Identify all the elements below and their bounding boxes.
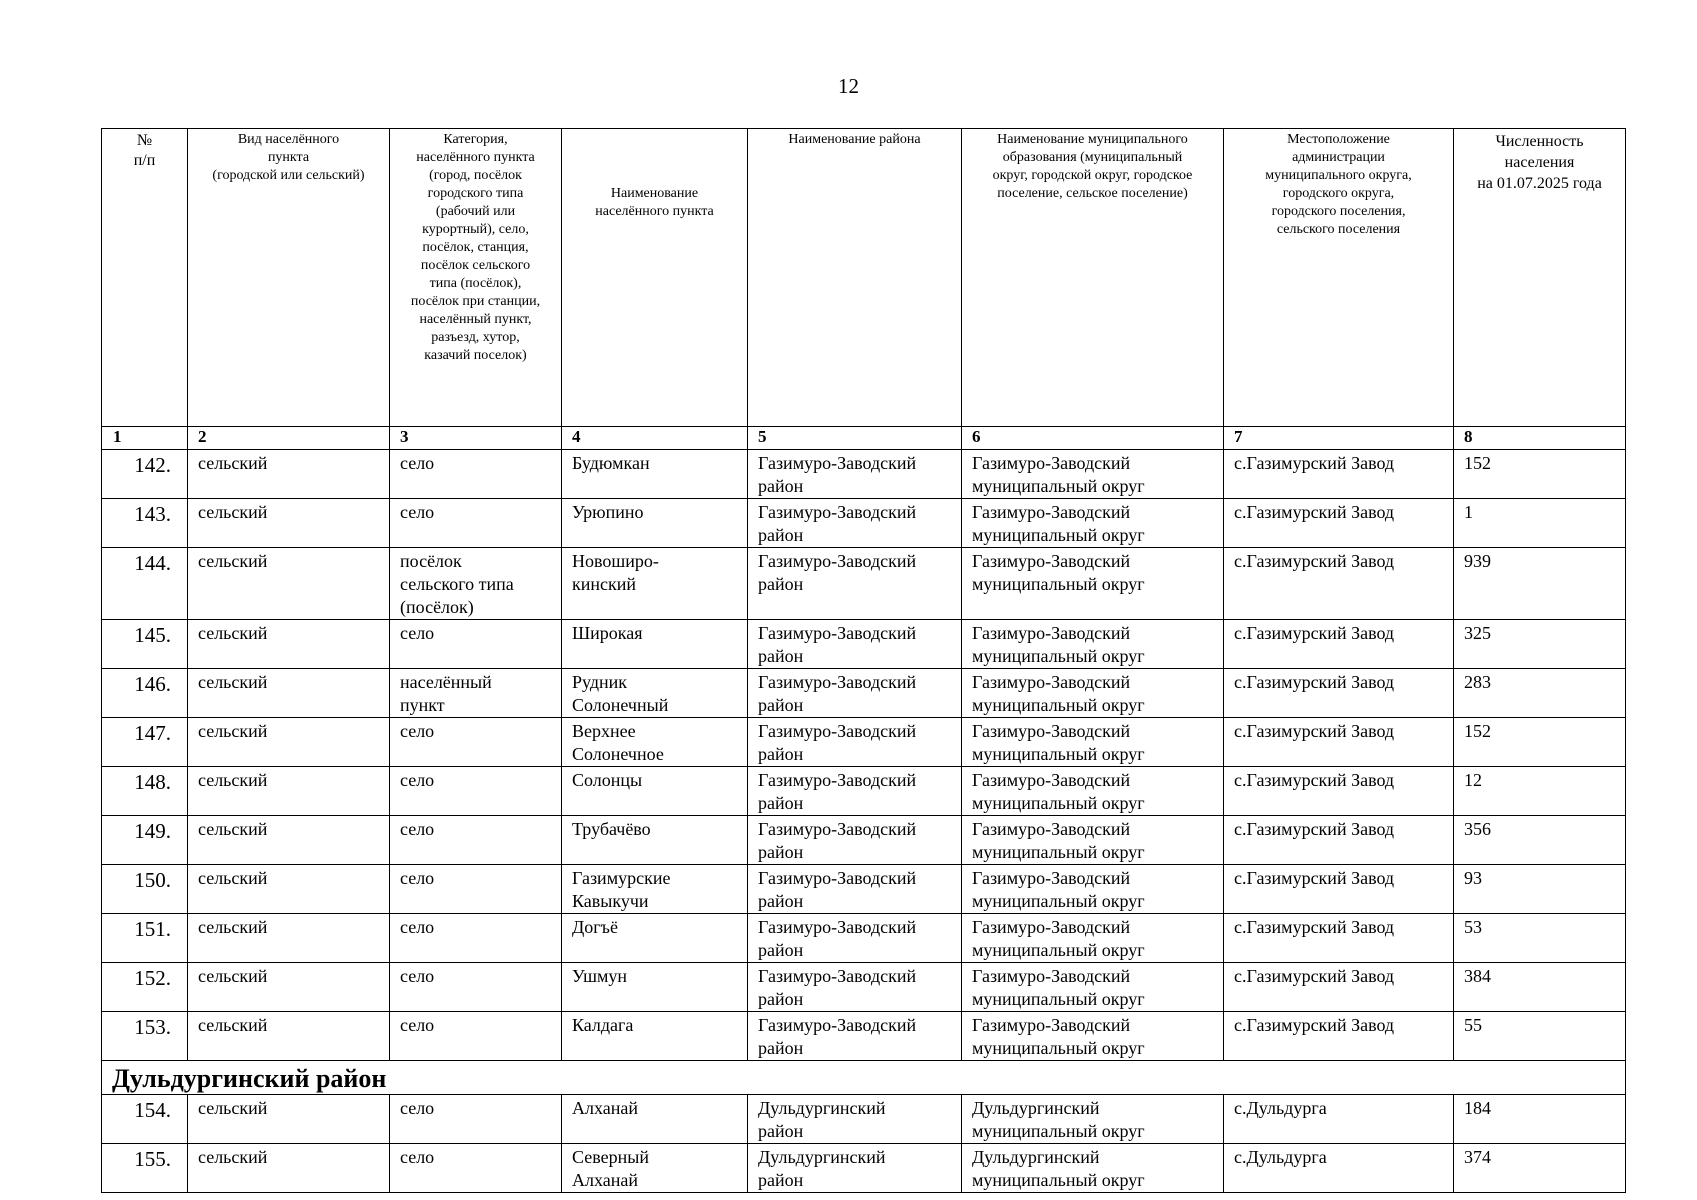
population-cell: 325 (1454, 620, 1626, 669)
table-row (102, 767, 1626, 816)
admin-location-cell: с.Газимурский Завод (1224, 499, 1454, 548)
settlement-category-cell: село (390, 1095, 562, 1144)
admin-location-cell: с.Газимурский Завод (1224, 767, 1454, 816)
settlement-type-cell: сельский (188, 767, 390, 816)
district-cell: Газимуро-Заводский район (748, 669, 962, 718)
header-row (102, 129, 1626, 427)
column-number-cell: 2 (188, 427, 390, 450)
population-cell: 93 (1454, 865, 1626, 914)
municipality-cell: Газимуро-Заводский муниципальный округ (962, 620, 1224, 669)
settlement-type-cell: сельский (188, 1144, 390, 1193)
settlement-category-cell: населённый пункт (390, 669, 562, 718)
district-cell: Газимуро-Заводский район (748, 450, 962, 499)
settlement-type-cell: сельский (188, 963, 390, 1012)
district-cell: Дульдургинский район (748, 1144, 962, 1193)
population-cell: 184 (1454, 1095, 1626, 1144)
table-row (102, 816, 1626, 865)
table-row (102, 669, 1626, 718)
district-cell: Газимуро-Заводский район (748, 1012, 962, 1061)
admin-location-cell: с.Дульдурга (1224, 1144, 1454, 1193)
settlement-category-cell: село (390, 963, 562, 1012)
settlement-name-cell: Догъё (562, 914, 748, 963)
admin-location-cell: с.Газимурский Завод (1224, 865, 1454, 914)
admin-location-cell: с.Газимурский Завод (1224, 963, 1454, 1012)
municipality-cell: Газимуро-Заводский муниципальный округ (962, 963, 1224, 1012)
population-cell: 384 (1454, 963, 1626, 1012)
settlement-type-cell: сельский (188, 450, 390, 499)
header-cell-category: Категория, населённого пункта (город, посёлок городского типа (рабочий или курортный), село, посёлок, станция, посёлок сельского типа (посёлок), посёлок при станции, населённый пункт, разъезд, хутор, казачий поселок) (390, 129, 562, 427)
row-number-cell: 147. (102, 718, 188, 767)
row-number-cell: 154. (102, 1095, 188, 1144)
district-cell: Газимуро-Заводский район (748, 914, 962, 963)
table-row (102, 865, 1626, 914)
header-cell-number: № п/п (102, 129, 188, 427)
population-cell: 152 (1454, 450, 1626, 499)
municipality-cell: Газимуро-Заводский муниципальный округ (962, 816, 1224, 865)
municipality-cell: Газимуро-Заводский муниципальный округ (962, 450, 1224, 499)
population-cell: 356 (1454, 816, 1626, 865)
district-cell: Газимуро-Заводский район (748, 816, 962, 865)
settlement-category-cell: село (390, 718, 562, 767)
settlement-category-cell: село (390, 450, 562, 499)
row-number-cell: 142. (102, 450, 188, 499)
settlement-name-cell: Будюмкан (562, 450, 748, 499)
table-row (102, 620, 1626, 669)
settlement-category-cell: село (390, 816, 562, 865)
table-row (102, 718, 1626, 767)
admin-location-cell: с.Газимурский Завод (1224, 450, 1454, 499)
settlement-name-cell: Широкая (562, 620, 748, 669)
settlement-category-cell: село (390, 620, 562, 669)
settlement-name-cell: Северный Алханай (562, 1144, 748, 1193)
settlement-name-cell: Трубачёво (562, 816, 748, 865)
district-cell: Газимуро-Заводский район (748, 499, 962, 548)
settlement-name-cell: Калдага (562, 1012, 748, 1061)
municipality-cell: Газимуро-Заводский муниципальный округ (962, 499, 1224, 548)
admin-location-cell: с.Газимурский Завод (1224, 669, 1454, 718)
district-cell: Газимуро-Заводский район (748, 718, 962, 767)
population-cell: 152 (1454, 718, 1626, 767)
settlement-category-cell: село (390, 865, 562, 914)
settlement-name-cell: Ушмун (562, 963, 748, 1012)
page-number: 12 (838, 74, 859, 98)
district-heading: Дульдургинский район (102, 1061, 1626, 1095)
settlement-name-cell: Рудник Солонечный (562, 669, 748, 718)
row-number-cell: 143. (102, 499, 188, 548)
admin-location-cell: с.Газимурский Завод (1224, 718, 1454, 767)
table-row (102, 1144, 1626, 1193)
district-cell: Газимуро-Заводский район (748, 620, 962, 669)
settlement-category-cell: село (390, 499, 562, 548)
settlement-type-cell: сельский (188, 718, 390, 767)
settlement-type-cell: сельский (188, 499, 390, 548)
district-cell: Газимуро-Заводский район (748, 963, 962, 1012)
municipality-cell: Газимуро-Заводский муниципальный округ (962, 718, 1224, 767)
settlement-type-cell: сельский (188, 1095, 390, 1144)
settlement-category-cell: село (390, 1012, 562, 1061)
population-cell: 1 (1454, 499, 1626, 548)
settlement-type-cell: сельский (188, 914, 390, 963)
settlement-type-cell: сельский (188, 865, 390, 914)
table-row (102, 963, 1626, 1012)
table-row (102, 499, 1626, 548)
district-cell: Газимуро-Заводский район (748, 767, 962, 816)
header-cell-population: Численность населения на 01.07.2025 года (1454, 129, 1626, 427)
admin-location-cell: с.Газимурский Завод (1224, 816, 1454, 865)
column-number-cell: 7 (1224, 427, 1454, 450)
district-cell: Газимуро-Заводский район (748, 548, 962, 620)
settlement-name-cell: Алханай (562, 1095, 748, 1144)
table-row (102, 914, 1626, 963)
row-number-cell: 148. (102, 767, 188, 816)
settlement-category-cell: посёлок сельского типа (посёлок) (390, 548, 562, 620)
settlement-name-cell: Новоширо- кинский (562, 548, 748, 620)
settlement-type-cell: сельский (188, 620, 390, 669)
population-cell: 939 (1454, 548, 1626, 620)
municipality-cell: Газимуро-Заводский муниципальный округ (962, 767, 1224, 816)
row-number-cell: 152. (102, 963, 188, 1012)
column-number-row (102, 427, 1626, 450)
municipality-cell: Дульдургинский муниципальный округ (962, 1144, 1224, 1193)
settlement-type-cell: сельский (188, 1012, 390, 1061)
population-cell: 12 (1454, 767, 1626, 816)
municipality-cell: Газимуро-Заводский муниципальный округ (962, 669, 1224, 718)
district-heading-row (102, 1061, 1626, 1095)
settlement-type-cell: сельский (188, 816, 390, 865)
admin-location-cell: с.Газимурский Завод (1224, 620, 1454, 669)
header-cell-district: Наименование района (748, 129, 962, 427)
header-cell-name: Наименование населённого пункта (562, 129, 748, 427)
column-number-cell: 4 (562, 427, 748, 450)
settlement-name-cell: Солонцы (562, 767, 748, 816)
settlement-name-cell: Верхнее Солонечное (562, 718, 748, 767)
municipality-cell: Газимуро-Заводский муниципальный округ (962, 865, 1224, 914)
municipality-cell: Газимуро-Заводский муниципальный округ (962, 1012, 1224, 1061)
admin-location-cell: с.Газимурский Завод (1224, 914, 1454, 963)
municipality-cell: Газимуро-Заводский муниципальный округ (962, 548, 1224, 620)
row-number-cell: 153. (102, 1012, 188, 1061)
row-number-cell: 146. (102, 669, 188, 718)
settlement-type-cell: сельский (188, 669, 390, 718)
column-number-cell: 8 (1454, 427, 1626, 450)
municipality-cell: Газимуро-Заводский муниципальный округ (962, 914, 1224, 963)
population-cell: 374 (1454, 1144, 1626, 1193)
header-cell-type: Вид населённого пункта (городской или сельский) (188, 129, 390, 427)
table-row (102, 450, 1626, 499)
header-cell-municipality: Наименование муниципального образования (муниципальный округ, городской округ, городское поселение, сельское поселение) (962, 129, 1224, 427)
row-number-cell: 145. (102, 620, 188, 669)
population-cell: 283 (1454, 669, 1626, 718)
settlement-category-cell: село (390, 767, 562, 816)
row-number-cell: 149. (102, 816, 188, 865)
settlement-category-cell: село (390, 914, 562, 963)
header-cell-admin-location: Местоположение администрации муниципального округа, городского округа, городского поселения, сельского поселения (1224, 129, 1454, 427)
row-number-cell: 150. (102, 865, 188, 914)
column-number-cell: 5 (748, 427, 962, 450)
row-number-cell: 151. (102, 914, 188, 963)
settlement-name-cell: Урюпино (562, 499, 748, 548)
settlement-type-cell: сельский (188, 548, 390, 620)
municipality-cell: Дульдургинский муниципальный округ (962, 1095, 1224, 1144)
column-number-cell: 1 (102, 427, 188, 450)
table-row (102, 548, 1626, 620)
settlement-name-cell: Газимурские Кавыкучи (562, 865, 748, 914)
column-number-cell: 3 (390, 427, 562, 450)
settlement-category-cell: село (390, 1144, 562, 1193)
column-number-cell: 6 (962, 427, 1224, 450)
admin-location-cell: с.Дульдурга (1224, 1095, 1454, 1144)
admin-location-cell: с.Газимурский Завод (1224, 548, 1454, 620)
admin-location-cell: с.Газимурский Завод (1224, 1012, 1454, 1061)
table-row (102, 1095, 1626, 1144)
row-number-cell: 144. (102, 548, 188, 620)
district-cell: Дульдургинский район (748, 1095, 962, 1144)
row-number-cell: 155. (102, 1144, 188, 1193)
population-cell: 55 (1454, 1012, 1626, 1061)
population-cell: 53 (1454, 914, 1626, 963)
table-row (102, 1012, 1626, 1061)
settlements-table (101, 128, 1626, 1193)
district-cell: Газимуро-Заводский район (748, 865, 962, 914)
